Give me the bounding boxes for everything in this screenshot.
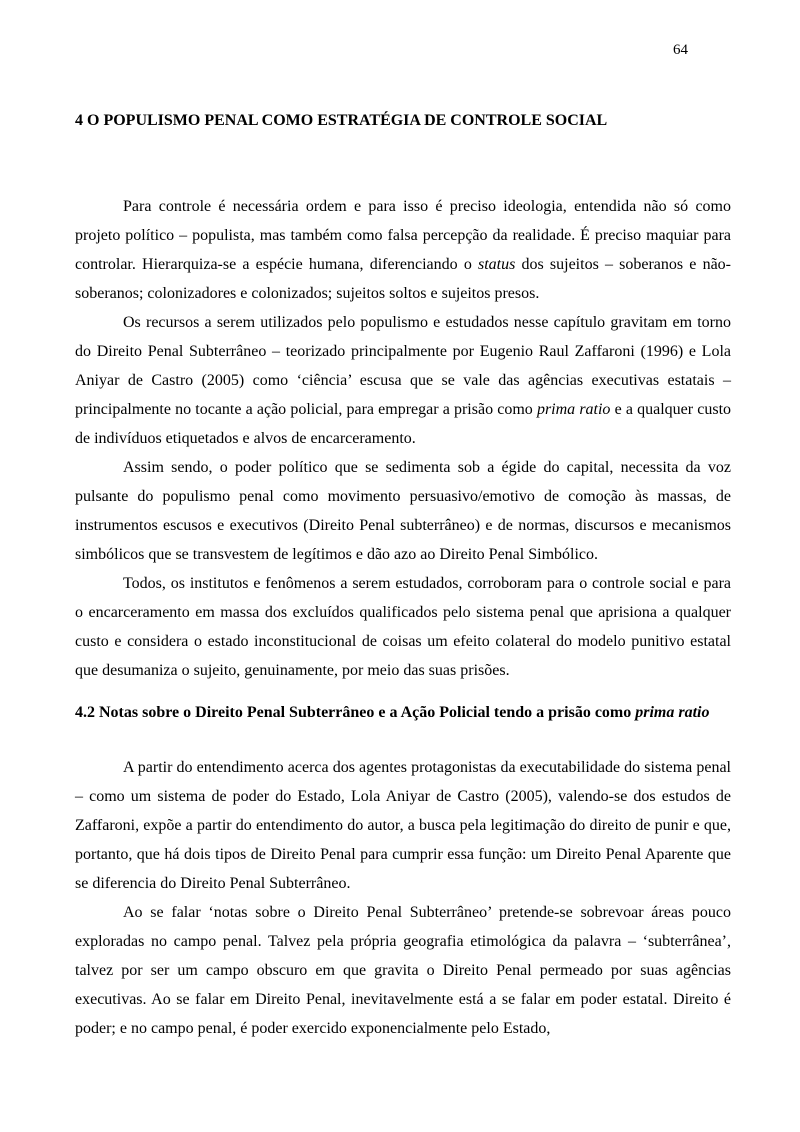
paragraph xyxy=(75,308,731,453)
text-run: A partir do entendimento acerca dos agentes protagonistas da executabilidade do sistema penal – como um sistema de poder do Estado, Lola Aniyar de Castro (2005), valendo-se dos estudos de Zaffaroni, expõe a partir do entendimento do autor, a busca pela legitimação do direito de punir e que, portanto, que há dois tipos de Direito Penal para cumprir essa função: um Direito Penal Aparente que se diferencia do Direito Penal Subterrâneo. xyxy=(75,759,731,892)
text-run: prima ratio xyxy=(536,401,611,418)
text-run: 4.2 Notas sobre o Direito Penal Subterrâneo e a Ação Policial tendo a prisão como xyxy=(75,704,636,721)
text-run: e a qualquer custo de indivíduos etiquetados e alvos de encarceramento. xyxy=(75,401,732,447)
text-run: Os recursos a serem utilizados pelo populismo e estudados nesse capítulo gravitam em torno do Direito Penal Subterrâneo – teorizado principalmente por Eugenio Raul Zaffaroni (1996) e Lola Aniyar de Castro (2005) como ‘ciência’ escusa que se vale das agências executivas estatais – principalmente no tocante a ação policial, para empregar a prisão como xyxy=(75,314,731,418)
paragraph xyxy=(75,453,731,569)
text-run: Assim sendo, o poder político que se sedimenta sob a égide do capital, necessita da voz pulsante do populismo penal como movimento persuasivo/emotivo de comoção às massas, de instrumentos escusos e executivos (Direito Penal subterrâneo) e de normas, discursos e mecanismos simbólicos que se transvestem de legítimos e dão azo ao Direito Penal Simbólico. xyxy=(75,459,731,563)
text-run: Para controle é necessária ordem e para isso é preciso ideologia, entendida não só como projeto político – populista, mas também como falsa percepção da realidade. É preciso maquiar para controlar. Hierarquiza-se a espécie humana, diferenciando o xyxy=(75,198,731,273)
section-heading xyxy=(75,698,731,727)
paragraph xyxy=(75,569,731,685)
paragraph xyxy=(75,898,731,1043)
page-number: 64 xyxy=(673,42,688,58)
text-run: Todos, os institutos e fenômenos a serem estudados, corroboram para o controle social e para o encarceramento em massa dos excluídos qualificados pelo sistema penal que aprisiona a qualquer custo e considera o estado inconstitucional de coisas um efeito colateral do modelo punitivo estatal que desumaniza o sujeito, genuinamente, por meio das suas prisões. xyxy=(75,575,731,679)
text-run: status xyxy=(478,256,516,273)
paragraph xyxy=(75,753,731,898)
text-run: Ao se falar ‘notas sobre o Direito Penal Subterrâneo’ pretende-se sobrevoar áreas pouco exploradas no campo penal. Talvez pela própria geografia etimológica da palavra – ‘subterrânea’, talvez por ser um campo obscuro em que gravita o Direito Penal permeado por suas agências executivas. Ao se falar em Direito Penal, inevitavelmente está a se falar em poder estatal. Direito é poder; e no campo penal, é poder exercido exponencialmente pelo Estado, xyxy=(75,904,731,1037)
paragraph xyxy=(75,192,731,308)
page-content xyxy=(75,0,731,1043)
text-run: dos sujeitos – soberanos e não-soberanos; colonizadores e colonizados; sujeitos soltos e sujeitos presos. xyxy=(75,256,731,302)
text-run: prima ratio xyxy=(635,704,710,721)
chapter-heading: 4 O POPULISMO PENAL COMO ESTRATÉGIA DE CONTROLE SOCIAL xyxy=(75,112,608,129)
